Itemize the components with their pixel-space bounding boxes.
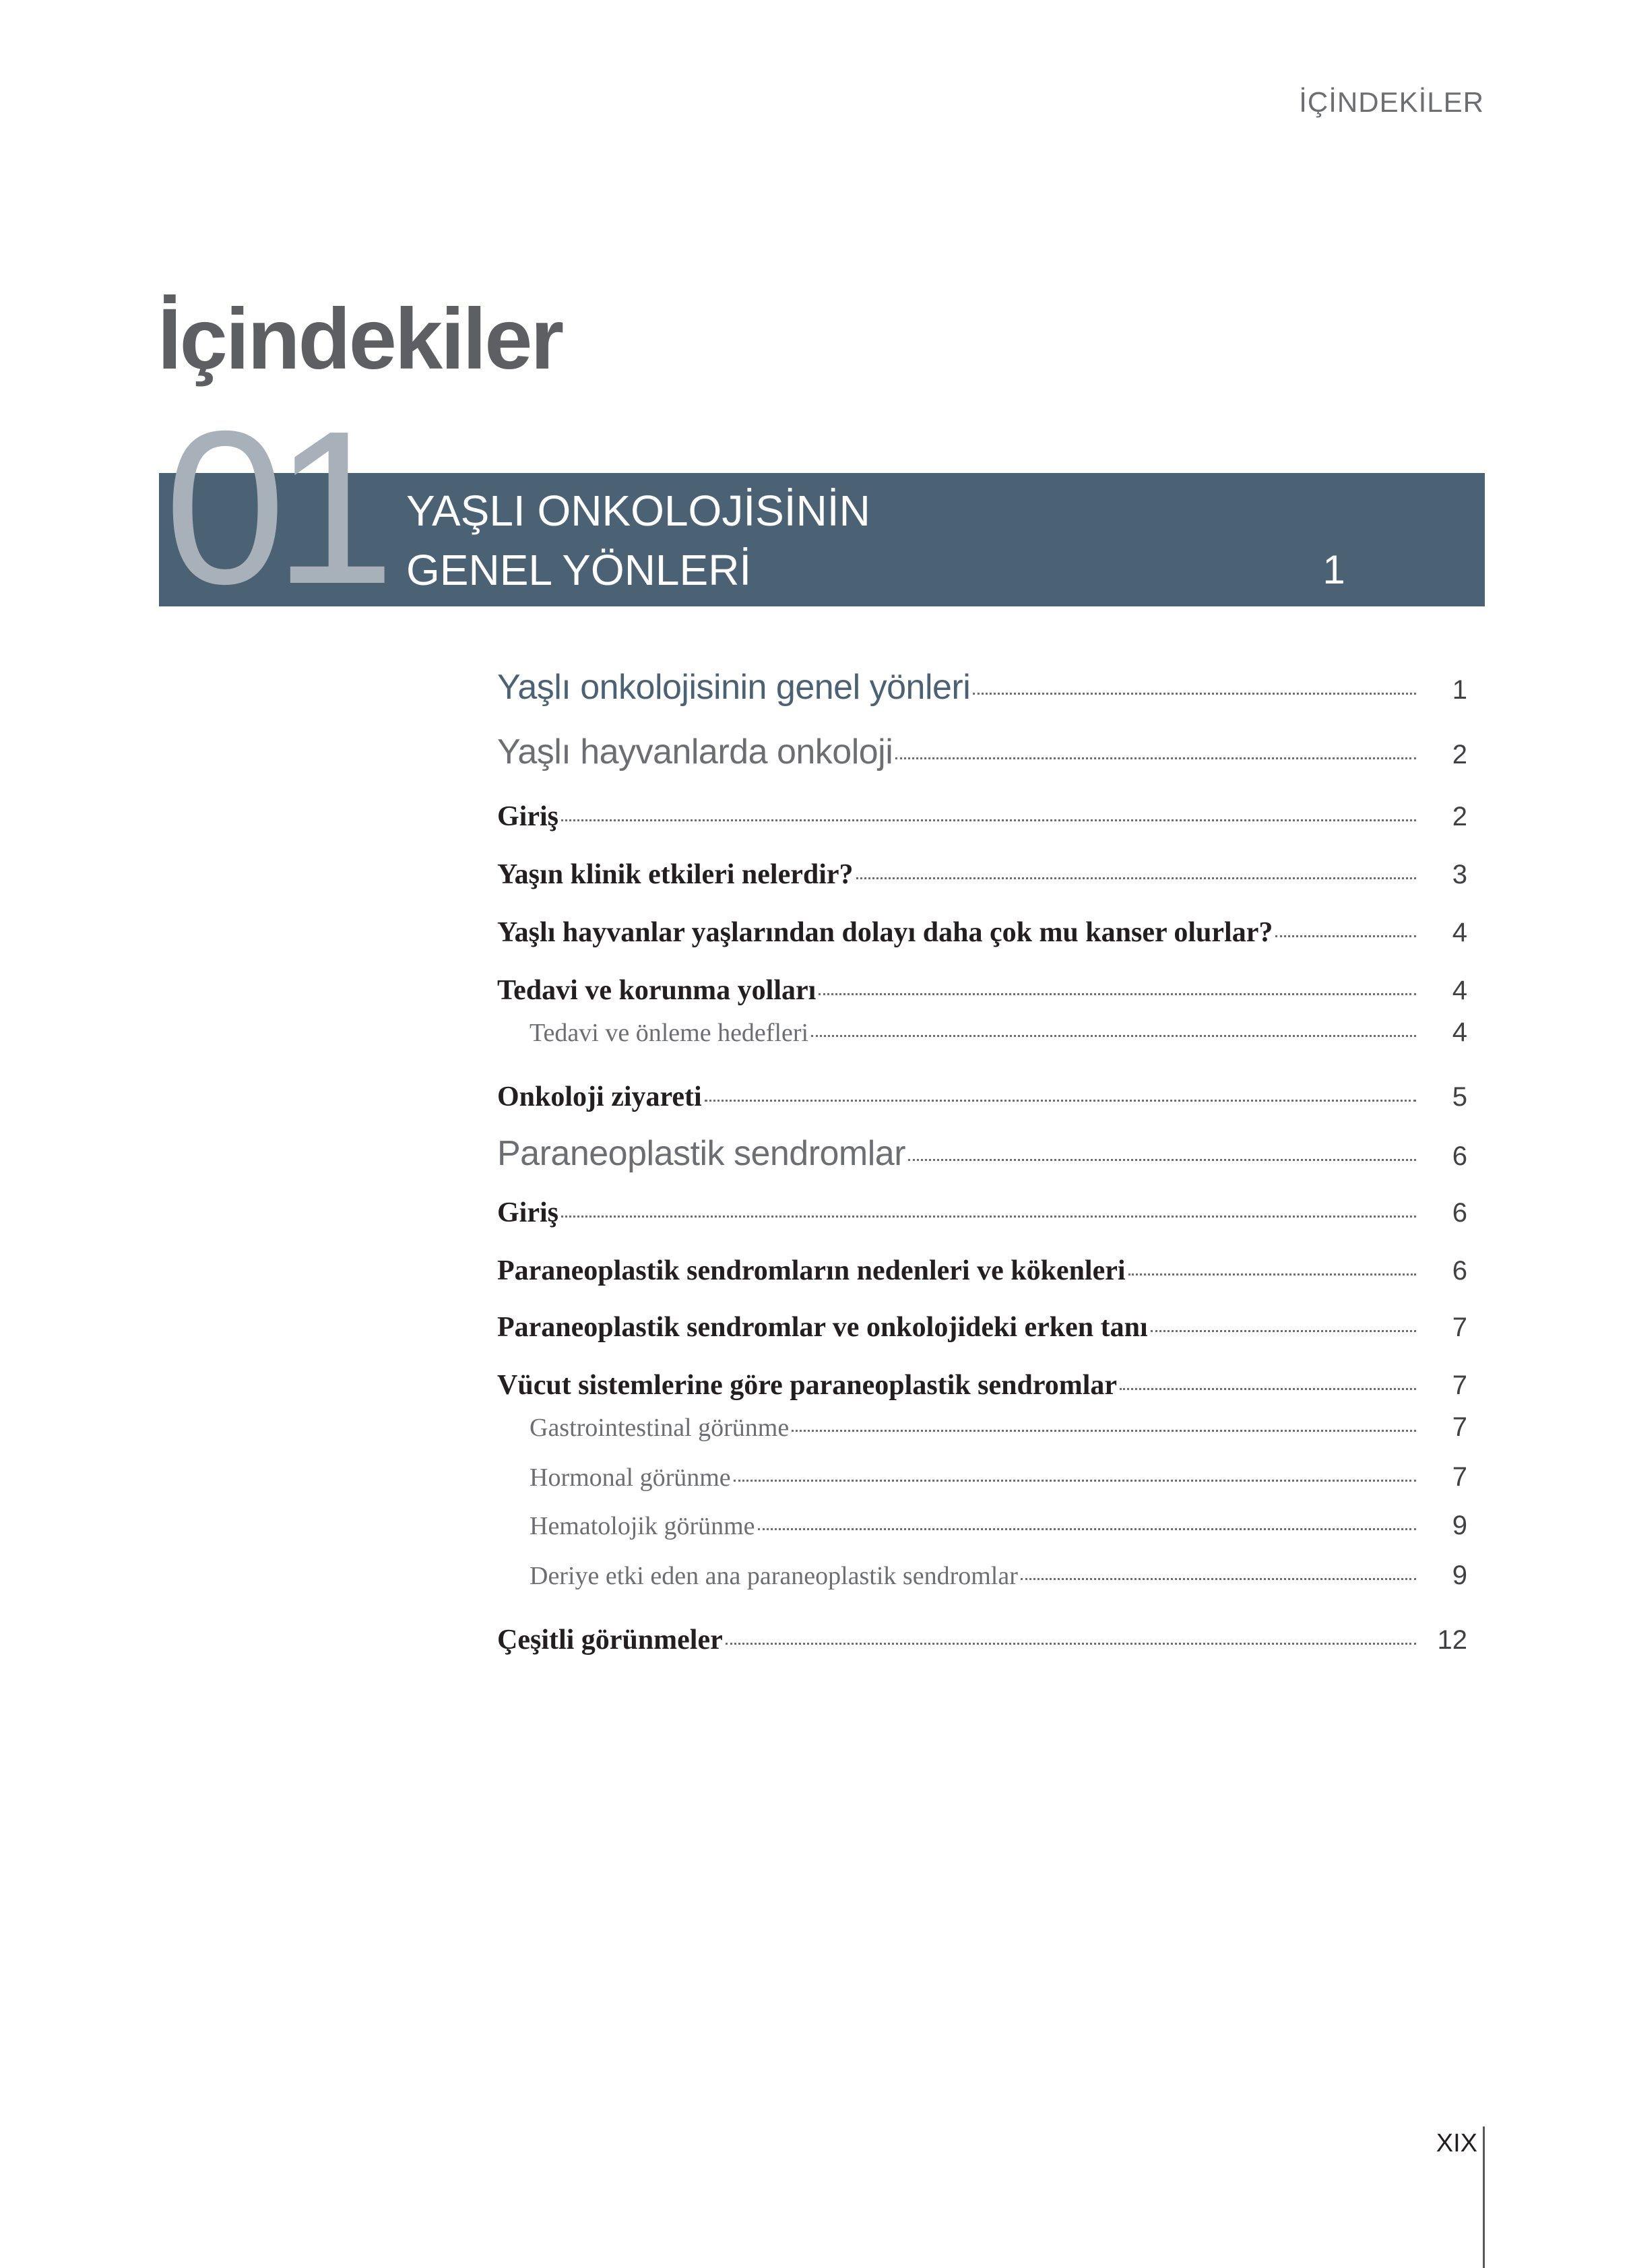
toc-entry-page: 7: [1452, 1412, 1467, 1442]
dot-leader: [705, 1100, 1416, 1102]
toc-entry[interactable]: [497, 800, 1467, 833]
running-header: İÇİNDEKİLER: [1299, 86, 1484, 118]
toc-entry[interactable]: [497, 1017, 1467, 1048]
toc-entry[interactable]: [497, 1081, 1467, 1113]
toc-entry-label: Hormonal görünme: [530, 1463, 731, 1492]
toc-entry-page: 6: [1452, 1198, 1467, 1228]
toc-entry-page: 4: [1452, 1017, 1467, 1047]
dot-leader: [734, 1480, 1416, 1482]
toc-entry-label: Paraneoplastik sendromlar: [497, 1134, 906, 1173]
toc-entry[interactable]: [497, 916, 1467, 949]
toc-entry-page: 2: [1452, 802, 1467, 831]
toc-entry-label: Vücut sistemlerine göre paraneoplastik sendromlar: [497, 1370, 1118, 1401]
chapter-page-number: 1: [1322, 547, 1345, 592]
dot-leader: [561, 1216, 1416, 1218]
toc-entry-label: Giriş: [497, 801, 558, 832]
dot-leader: [726, 1643, 1416, 1645]
toc-entry[interactable]: [497, 1133, 1467, 1174]
toc-entry-label: Yaşın klinik etkileri nelerdir?: [497, 859, 854, 890]
dot-leader: [973, 693, 1416, 695]
toc-entry-page: 3: [1452, 860, 1467, 889]
dot-leader: [1021, 1578, 1416, 1580]
dot-leader: [561, 819, 1416, 821]
chapter-number: 01: [164, 385, 383, 629]
dot-leader: [811, 1035, 1416, 1037]
dot-leader: [1128, 1273, 1416, 1275]
toc-entry[interactable]: [497, 1412, 1467, 1443]
toc-entry[interactable]: [497, 858, 1467, 891]
page-title: İçindekiler: [158, 291, 563, 387]
toc-entry-page: 4: [1452, 976, 1467, 1005]
toc-entry[interactable]: [497, 1511, 1467, 1541]
dot-leader: [792, 1430, 1416, 1432]
toc-entry-label: Tedavi ve önleme hedefleri: [530, 1019, 809, 1047]
toc-entry-page: 6: [1452, 1256, 1467, 1286]
chapter-title-line1: YAŞLI ONKOLOJİSİNİN: [406, 486, 870, 535]
toc-entry-label: Yaşlı hayvanlarda onkoloji: [497, 732, 893, 771]
dot-leader: [758, 1528, 1416, 1530]
toc-entry-page: 9: [1452, 1561, 1467, 1590]
toc-entry[interactable]: [497, 732, 1467, 772]
toc-entry-page: 12: [1437, 1625, 1467, 1655]
toc-entry-page: 7: [1452, 1462, 1467, 1492]
toc-entry[interactable]: [497, 1462, 1467, 1492]
toc-entry-label: Yaşlı onkolojisinin genel yönleri: [497, 668, 971, 707]
dot-leader: [895, 757, 1416, 759]
chapter-title-line2: GENEL YÖNLERİ: [406, 546, 752, 594]
toc-entry[interactable]: [497, 974, 1467, 1007]
dot-leader: [856, 877, 1416, 879]
toc-entry-label: Çeşitli görünmeler: [497, 1625, 723, 1656]
toc-entry[interactable]: [497, 1369, 1467, 1401]
toc-entry[interactable]: [497, 1255, 1467, 1287]
chapter-title: [406, 481, 870, 600]
toc-entry-label: Onkoloji ziyareti: [497, 1081, 702, 1112]
toc-entry-label: Paraneoplastik sendromların nedenleri ve kökenleri: [497, 1255, 1126, 1286]
dot-leader: [819, 993, 1416, 995]
toc-entry-label: Gastrointestinal görünme: [530, 1414, 790, 1442]
dot-leader: [1151, 1330, 1416, 1332]
toc-entry[interactable]: [497, 1561, 1467, 1591]
toc-entry-page: 4: [1452, 918, 1467, 947]
toc-entry-page: 7: [1452, 1313, 1467, 1342]
toc-entry-label: Giriş: [497, 1197, 558, 1228]
dot-leader: [1120, 1388, 1416, 1390]
dot-leader: [908, 1159, 1416, 1161]
toc-entry[interactable]: [497, 1311, 1467, 1344]
page-folio: XIX: [1436, 2129, 1477, 2157]
toc-entry[interactable]: [497, 1624, 1467, 1656]
toc-entry-label: Tedavi ve korunma yolları: [497, 975, 817, 1006]
toc-entry-page: 2: [1452, 740, 1467, 769]
toc-entry-label: Yaşlı hayvanlar yaşlarından dolayı daha çok mu kanser olurlar?: [497, 917, 1273, 948]
toc-entry-page: 1: [1452, 675, 1467, 705]
toc-entry-label: Deriye etki eden ana paraneoplastik sendromlar: [530, 1562, 1018, 1590]
toc-entry[interactable]: [497, 667, 1467, 707]
toc-entry-label: Hematolojik görünme: [530, 1512, 755, 1540]
dot-leader: [1275, 935, 1416, 937]
toc-entry-page: 6: [1452, 1141, 1467, 1171]
folio-rule: [1483, 2127, 1485, 2268]
toc-entry[interactable]: [497, 1197, 1467, 1229]
toc-entry-page: 7: [1452, 1371, 1467, 1400]
toc-entry-label: Paraneoplastik sendromlar ve onkolojideki erken tanı: [497, 1312, 1148, 1343]
toc-entry-page: 9: [1452, 1511, 1467, 1540]
toc-entry-page: 5: [1452, 1082, 1467, 1112]
